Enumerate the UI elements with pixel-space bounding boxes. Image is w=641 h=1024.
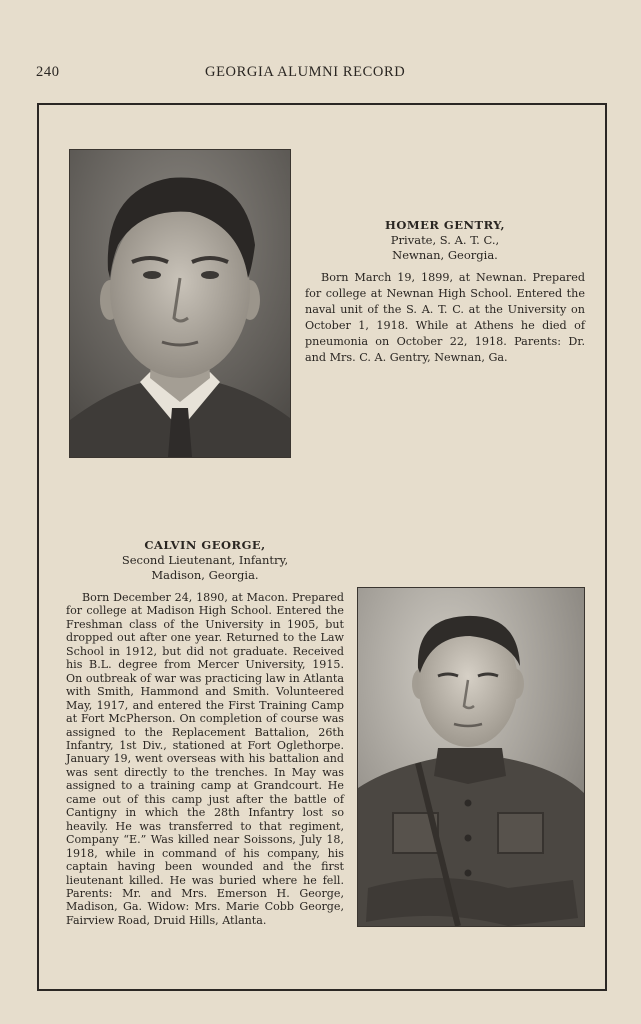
entry-biography: Born December 24, 1890, at Macon. Prepared for college at Madison High School. Entered the Freshman class of the University in 1905, but dropped out after one year. Returned to the Law School in 1912, but did not graduate. Received his B.L. degree from Mercer University, 1915. On outbreak of war was practicing law in Atlanta with Smith, Hammond and Smith. Volunteered May, 1917, and entered the First Training Camp at Fort McPherson. On completion of course was assigned to the Replacement Battalion, 26th Infantry, 1st Div., stationed at Fort Oglethorpe. January 19, went overseas with his battalion and was sent directly to the trenches. In May was assigned to a training camp at Grandcourt. He came out of this camp just after the battle of Cantigny in which the 28th Infantry lost so heavily. He was transferred to that regiment, Company “E.” Was killed near Soissons, July 18, 1918, while in command of his company, his captain having been wounded and the first lieutenant killed. He was buried where he fell. Parents: Mr. and Mrs. Emerson H. George, Madison, Ga. Widow: Mrs. Marie Cobb George, Fairview Road, Druid Hills, Atlanta. xyxy=(66,591,344,927)
entry-hometown: Madison, Georgia. xyxy=(151,568,259,582)
portrait-george-icon xyxy=(357,587,585,927)
entry-homer-gentry xyxy=(305,218,585,365)
entry-name: HOMER GENTRY, xyxy=(384,218,506,232)
entry-calvin-george xyxy=(66,538,344,927)
entry-name: CALVIN GEORGE, xyxy=(144,538,266,552)
entry-rank: Private, S. A. T. C., xyxy=(390,233,500,247)
page-number: 240 xyxy=(36,64,60,80)
running-title: GEORGIA ALUMNI RECORD xyxy=(205,64,406,80)
portrait-gentry-icon xyxy=(69,149,291,458)
entry-hometown: Newnan, Georgia. xyxy=(392,248,498,262)
entry-rank: Second Lieutenant, Infantry, xyxy=(121,553,289,567)
entry-biography: Born March 19, 1899, at Newnan. Prepared for college at Newnan High School. Entered the naval unit of the S. A. T. C. at the University on October 1, 1918. While at Athens he died of pneumonia on October 22, 1918. Parents: Dr. and Mrs. C. A. Gentry, Newnan, Ga. xyxy=(305,271,585,364)
page-header xyxy=(0,62,641,84)
